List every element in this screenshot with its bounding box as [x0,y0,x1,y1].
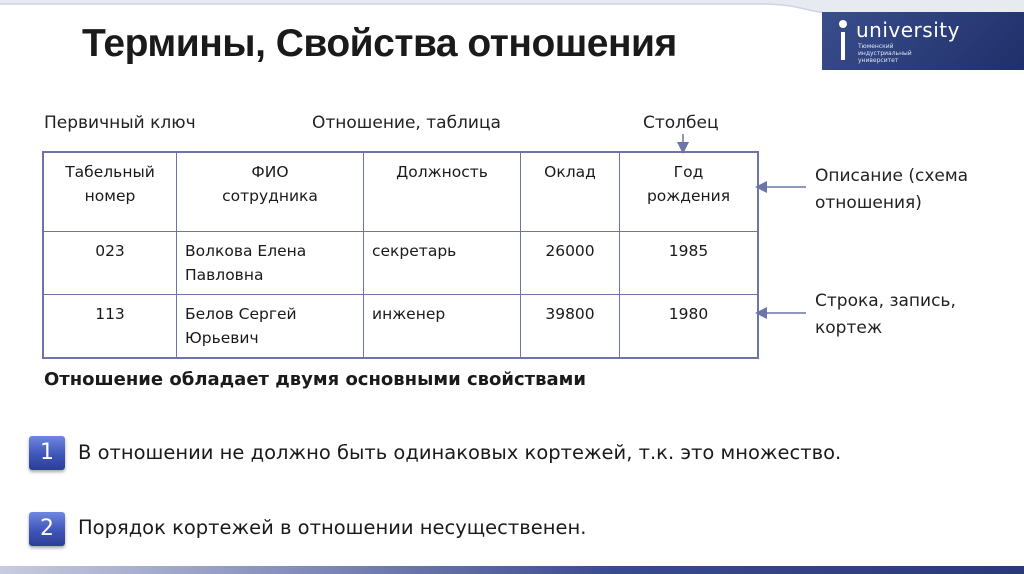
label-description: Описание (схема отношения) [815,166,969,213]
university-logo [822,12,1024,70]
logo-word: university [856,18,960,42]
table-header-row [43,152,758,232]
number-badge-1: 1 [29,436,65,470]
property-text-2: Порядок кортежей в отношении несущественен. [78,516,587,539]
header-cell: Должность [364,152,521,232]
number-badge-2: 2 [29,512,65,546]
table-cell: секретарь [364,232,521,295]
label-row: Строка, запись, кортеж [815,291,956,338]
header-cell: Год рождения [620,152,759,232]
label-column: Столбец [643,113,719,133]
properties-heading: Отношение обладает двумя основными свойствами [44,369,586,390]
table-cell: Волкова Елена Павловна [177,232,364,295]
relation-table [42,151,759,359]
header-cell: ФИО сотрудника [177,152,364,232]
table-row [43,295,758,359]
table-cell: 023 [43,232,177,295]
table-cell: 39800 [521,295,620,359]
table-cell: инженер [364,295,521,359]
table-cell: 1985 [620,232,759,295]
label-relation: Отношение, таблица [312,113,501,133]
table-cell: Белов Сергей Юрьевич [177,295,364,359]
table-cell: 1980 [620,295,759,359]
table-cell: 113 [43,295,177,359]
table-row [43,232,758,295]
bottom-bar [0,566,1024,574]
table-cell: 26000 [521,232,620,295]
slide-title: Термины, Свойства отношения [82,22,677,65]
logo-subtitle: Тюменский индустриальный университет [858,43,912,64]
label-primary-key: Первичный ключ [44,113,196,133]
header-cell: Табельный номер [43,152,177,232]
property-text-1: В отношении не должно быть одинаковых кортежей, т.к. это множество. [78,441,842,464]
header-cell: Оклад [521,152,620,232]
logo-mark-icon [836,18,850,62]
